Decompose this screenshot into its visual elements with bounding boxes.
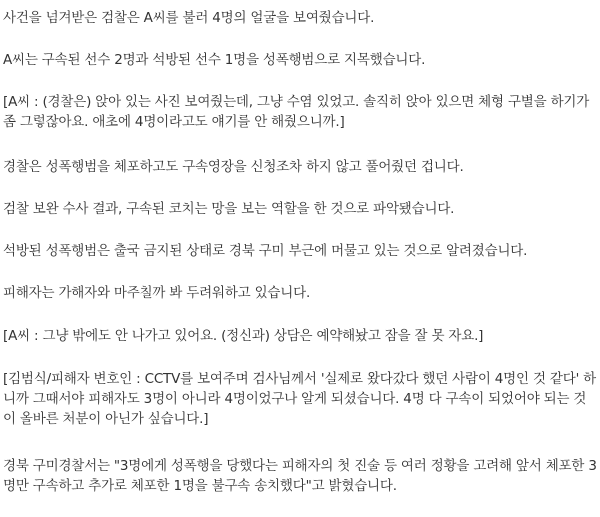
paragraph-4	[3, 157, 597, 177]
quote-victim-2	[3, 326, 597, 346]
quote-victim-1	[3, 92, 597, 132]
paragraph-line: 검찰 보완 수사 결과, 구속된 코치는 망을 보는 역할을 한 것으로 파악됐습니다.	[3, 201, 455, 217]
paragraph-6	[3, 241, 597, 261]
paragraph-line: 좀 그렇잖아요. 애초에 4명이라고도 얘기를 안 해줬으니까.]	[3, 114, 345, 130]
paragraph-line: [A씨 : 그냥 밖에도 안 나가고 있어요. (정신과) 상담은 예약해놨고 잠을 잘 못 자요.]	[3, 328, 484, 344]
paragraph-line: 석방된 성폭행범은 출국 금지된 상태로 경북 구미 부근에 머물고 있는 것으로 알려졌습니다.	[3, 243, 528, 259]
paragraph-7	[3, 283, 597, 303]
paragraph-line: A씨는 구속된 선수 2명과 석방된 선수 1명을 성폭행범으로 지목했습니다.	[3, 52, 426, 68]
paragraph-line: 사건을 넘겨받은 검찰은 A씨를 불러 4명의 얼굴을 보여줬습니다.	[3, 10, 375, 26]
paragraph-line: 니까 그때서야 피해자도 3명이 아니라 4명이었구나 알게 되셨습니다. 4명 다 구속이 되었어야 되는 것	[3, 391, 587, 407]
paragraph-line: 경북 구미경찰서는 "3명에게 성폭행을 당했다는 피해자의 첫 진술 등 여러 정황을 고려해 앞서 체포한 3	[3, 458, 597, 474]
quote-lawyer	[3, 369, 597, 429]
paragraph-line: 이 올바른 처분이 아닌가 싶습니다.]	[3, 411, 209, 427]
paragraph-line: [김범식/피해자 변호인 : CCTV를 보여주며 검사님께서 '실제로 왔다갔다 했던 사람이 4명인 것 같다' 하	[3, 371, 597, 387]
paragraph-10	[3, 456, 597, 496]
paragraph-line: [A씨 : (경찰은) 앉아 있는 사진 보여줬는데, 그냥 수염 있었고. 솔직히 앉아 있으면 체형 구별을 하기가	[3, 94, 590, 110]
paragraph-line: 명만 구속하고 추가로 체포한 1명을 불구속 송치했다"고 밝혔습니다.	[3, 478, 397, 494]
paragraph-1	[3, 8, 597, 28]
paragraph-5	[3, 199, 597, 219]
paragraph-line: 피해자는 가해자와 마주칠까 봐 두려워하고 있습니다.	[3, 285, 311, 301]
paragraph-line: 경찰은 성폭행범을 체포하고도 구속영장을 신청조차 하지 않고 풀어줬던 겁니다.	[3, 159, 464, 175]
paragraph-2	[3, 50, 597, 70]
